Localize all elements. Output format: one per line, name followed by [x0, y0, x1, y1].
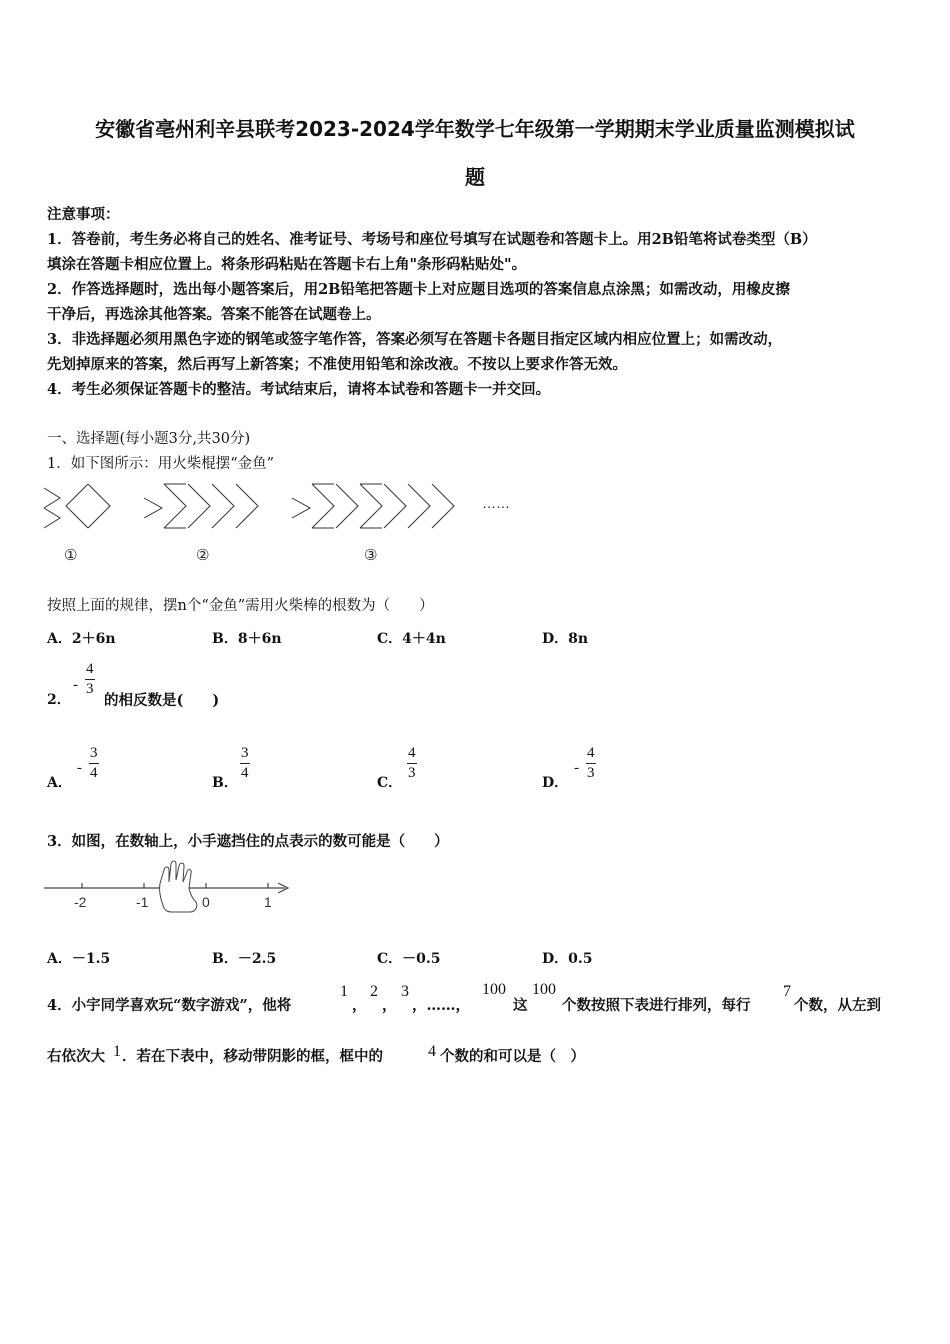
q2-option-c-letter[interactable]: C． — [377, 775, 403, 791]
axis-label-1: 1 — [264, 894, 272, 910]
page-title-line1: 安徽省亳州利辛县联考2023-2024学年数学七年级第一学期期末学业质量监测模拟试 — [95, 117, 855, 141]
figure-label-1: ① — [64, 547, 78, 564]
q2-option-c-fraction — [407, 746, 417, 781]
q4-math-1b: 1 — [113, 1043, 121, 1060]
q4-math-100a: 100 — [482, 981, 506, 998]
frac-den: 3 — [408, 765, 416, 781]
q2-option-d-sign: - — [574, 760, 579, 776]
frac-num: 3 — [90, 745, 98, 761]
fish-figure-1 — [44, 484, 110, 528]
fraction-bar — [240, 763, 250, 764]
notice-line: 3．非选择题必须用黑色字迹的钢笔或签字笔作答，答案必须写在答题卡各题目指定区域内相应位置上；如需改动， — [47, 331, 783, 348]
q4-line2c: 个数的和可以是（ ） — [440, 1048, 585, 1065]
q4-line2b: ．若在下表中，移动带阴影的框，框中的 — [122, 1048, 383, 1065]
figure-label-2: ② — [196, 547, 210, 564]
notice-line: 填涂在答题卡相应位置上。将条形码粘贴在答题卡右上角"条形码粘贴处"。 — [47, 256, 527, 273]
q2-fraction — [85, 662, 95, 697]
q2-option-a-letter[interactable]: A． — [47, 775, 72, 791]
q1-stem: 1．如下图所示：用火柴棍摆“金鱼” — [47, 456, 275, 472]
q1-option-c[interactable]: C．4＋4n — [377, 631, 446, 647]
q4-line2a: 右依次大 — [47, 1048, 105, 1065]
q2-option-b-fraction — [240, 746, 250, 781]
frac-den: 4 — [90, 765, 98, 781]
q1-option-d[interactable]: D．8n — [542, 631, 589, 647]
q4-comma: ， — [352, 997, 367, 1014]
q1-option-a[interactable]: A．2＋6n — [47, 631, 116, 647]
q4-math-1: 1 — [340, 983, 348, 1000]
figure-label-3: ③ — [364, 547, 378, 564]
q4-text-part1: 4．小宇同学喜欢玩“数字游戏”，他将 — [47, 997, 292, 1014]
q4-text-part4: 个数按照下表进行排列，每行 — [562, 997, 751, 1014]
q4-math-3: 3 — [401, 983, 409, 1000]
frac-num: 3 — [241, 745, 249, 761]
fraction-bar — [89, 763, 99, 764]
q2-frac-num: 4 — [86, 661, 94, 677]
q2-option-d-letter[interactable]: D． — [542, 775, 569, 791]
fraction-bar — [85, 679, 95, 680]
frac-num: 4 — [587, 745, 595, 761]
axis-label-neg2: -2 — [74, 894, 87, 910]
q4-math-2: 2 — [370, 983, 378, 1000]
q3-option-a[interactable]: A．－1.5 — [47, 951, 111, 967]
q3-stem: 3．如图，在数轴上，小手遮挡住的点表示的数可能是（ ） — [47, 833, 449, 850]
q4-text-part5: 个数，从左到 — [794, 997, 881, 1014]
q4-math-7: 7 — [783, 983, 791, 1000]
frac-den: 3 — [587, 765, 595, 781]
q1-ellipsis: …… — [482, 495, 510, 511]
notice-heading: 注意事项： — [47, 206, 120, 223]
q2-text: 的相反数是( ) — [104, 692, 220, 709]
q1-option-b[interactable]: B．8＋6n — [212, 631, 282, 647]
q3-option-c[interactable]: C．－0.5 — [377, 951, 441, 967]
q3-option-b[interactable]: B．－2.5 — [212, 951, 277, 967]
fraction-bar — [586, 763, 596, 764]
axis-label-0: 0 — [202, 894, 210, 910]
q1-question: 按照上面的规律，摆n个“金鱼”需用火柴棒的根数为（ ） — [47, 598, 434, 614]
frac-num: 4 — [408, 745, 416, 761]
page-title-line2: 题 — [465, 165, 485, 189]
axis-label-neg1: -1 — [136, 894, 149, 910]
q2-option-a-fraction — [89, 746, 99, 781]
q4-math-100b: 100 — [532, 981, 556, 998]
q2-option-d-fraction — [586, 746, 596, 781]
fraction-bar — [407, 763, 417, 764]
notice-line: 1．答卷前，考生务必将自己的姓名、准考证号、考场号和座位号填写在试题卷和答题卡上。用2B铅笔将试卷类型（B） — [47, 231, 817, 248]
q4-math-4: 4 — [428, 1043, 436, 1060]
q4-comma: ， — [382, 997, 397, 1014]
section-heading: 一、选择题(每小题3分,共30分) — [47, 431, 251, 447]
notice-line: 干净后，再选涂其他答案。答案不能答在试题卷上。 — [47, 306, 381, 323]
q2-number: 2． — [47, 692, 71, 708]
fish-figure-3 — [292, 484, 454, 528]
notice-line: 2．作答选择题时，选出每小题答案后，用2B铅笔把答题卡上对应题目选项的答案信息点涂黑；如需改动，用橡皮擦 — [47, 281, 790, 298]
fish-figure-2 — [144, 484, 258, 528]
q2-frac-sign: - — [73, 677, 78, 693]
q2-option-b-letter[interactable]: B． — [212, 775, 238, 791]
hand-icon — [160, 861, 197, 912]
notice-line: 先划掉原来的答案，然后再写上新答案；不准使用铅笔和涂改液。不按以上要求作答无效。 — [47, 356, 627, 373]
q2-option-a-sign: - — [77, 760, 82, 776]
q2-frac-den: 3 — [86, 681, 94, 697]
q3-option-d[interactable]: D．0.5 — [542, 951, 593, 967]
q1-matchstick-figure — [40, 476, 540, 566]
q3-number-line — [40, 858, 300, 916]
frac-den: 4 — [241, 765, 249, 781]
q4-text-part2: ，……， — [412, 997, 470, 1014]
notice-line: 4．考生必须保证答题卡的整洁。考试结束后，请将本试卷和答题卡一并交回。 — [47, 381, 551, 398]
q4-text-part3: 这 — [513, 997, 528, 1014]
